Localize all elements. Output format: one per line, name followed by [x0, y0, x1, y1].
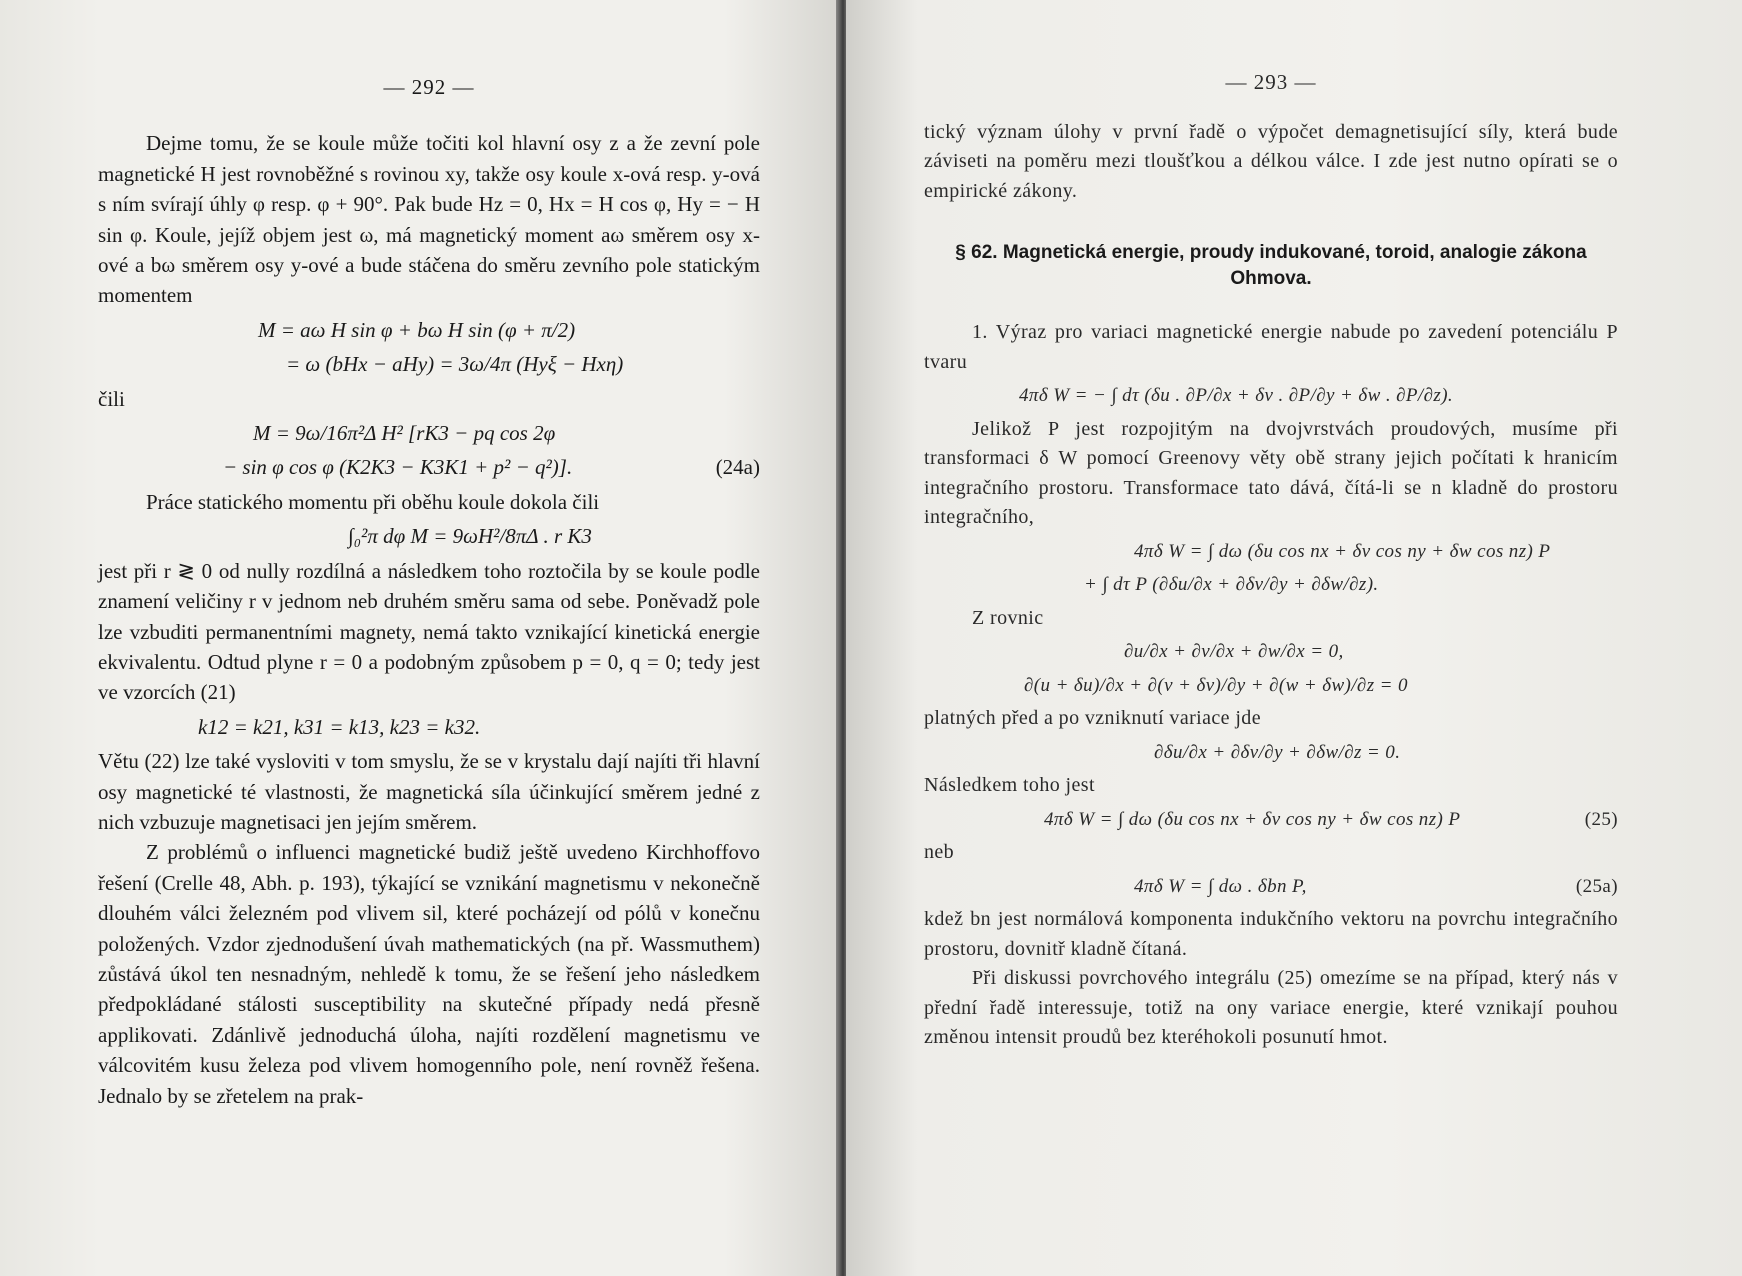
page-number: — 293 —: [1225, 70, 1317, 94]
equation-number: (25a): [1575, 875, 1618, 897]
equation: = ω (bHx − aHy) = 3ω/4π (Hyξ − Hxη): [286, 352, 624, 377]
paragraph: Dejme tomu, že se koule může točiti kol hlavní osy z a že zevní pole magnetické H jest rovnoběžné s rovinou xy, takže osy koule x-ová resp. y-ová s ním svírají úhly φ resp. φ + 90°. Pak bude Hz = 0, Hx = H cos φ, Hy = − H sin φ. Koule, jejíž objem jest ω, má magnetický moment aω směrem osy x-ové a bω směrem osy y-ové a bude stáčena do směru zevního pole statickým momentem: [98, 131, 760, 308]
equation: [924, 805, 1618, 835]
paragraph: jest při r ≷ 0 od nully rozdílná a následkem toho roztočila by se koule podle znamení veličiny r v jednom neb druhém směru sama od sebe. Poněvadž pole lze vzbuditi permanentními magnety, nemá takto vznikající kinetická energie ekvivalentu. Odtud plyne r = 0 a podobným způsobem p = 0, q = 0; tedy jest ve vzorcích (21): [98, 558, 760, 705]
equation-number: (25): [1584, 808, 1618, 830]
right-page-text: [924, 68, 1618, 1053]
page-number: — 292 —: [383, 75, 475, 99]
section-heading: § 62. Magnetická energie, proudy indukované, toroid, analogie zákona Ohmova.: [955, 242, 1587, 289]
equation-body: 4πδ W = ∫ dω . δbn P,: [1134, 875, 1307, 897]
equation-number: (24a): [715, 455, 760, 480]
paragraph: Při diskussi povrchového integrálu (25) omezíme se na případ, který nás v přední řadě interessuje, totiž na ony variace energie, které vznikají pouhou změnou intensit proudů bez kteréhokoli posunutí hmot.: [924, 967, 1618, 1048]
equation-body: 4πδ W = ∫ dω (δu cos nx + δv cos ny + δw cos nz) P: [1044, 808, 1461, 830]
equation: + ∫ dτ P (∂δu/∂x + ∂δv/∂y + ∂δw/∂z).: [1084, 574, 1379, 595]
left-page: [0, 0, 842, 1276]
equation: [98, 452, 760, 482]
equation: 4πδ W = − ∫ dτ (δu . ∂P/∂x + δv . ∂P/∂y + δw . ∂P/∂z).: [1019, 385, 1454, 406]
right-page: [846, 0, 1742, 1276]
paragraph: tický význam úlohy v první řadě o výpočet demagnetisující síly, která bude záviseti na poměru mezi tloušťkou a délkou válce. I zde jest nutno opírati se o empirické zákony.: [924, 120, 1618, 202]
equation-body: − sin φ cos φ (K2K3 − K3K1 + p² − q²)].: [223, 455, 573, 480]
equation: ∫₀²π dφ M = 9ωH²/8πΔ . r K3: [348, 524, 592, 549]
paragraph: 1. Výraz pro variaci magnetické energie nabude po zavedení potenciálu P tvaru: [924, 321, 1618, 373]
paragraph: neb: [924, 841, 955, 863]
paragraph: Práce statického momentu při oběhu koule dokola čili: [146, 489, 600, 514]
equation: ∂u/∂x + ∂v/∂x + ∂w/∂x = 0,: [1124, 641, 1344, 662]
paragraph: Jelikož P jest rozpojitým na dvojvrstvách proudových, musíme při transformaci δ W pomocí Greenovy věty obě strany jejich počítati k hranicím integračního prostoru. Transformace tato dává, čítá-li se n kladně do prostoru integračního,: [924, 417, 1618, 528]
text-label: čili: [98, 386, 125, 411]
equation: 4πδ W = ∫ dω (δu cos nx + δv cos ny + δw cos nz) P: [1134, 540, 1551, 562]
left-page-text: [98, 72, 760, 1111]
paragraph: platných před a po vzniknutí variace jde: [924, 707, 1261, 729]
equation: M = aω H sin φ + bω H sin (φ + π/2): [258, 317, 576, 342]
paragraph: Větu (22) lze také vysloviti v tom smyslu, že se v krystalu dají najíti tři hlavní osy magnetické té vlastnosti, že magnetická síla účinkující směrem jedné z nich vzbuzuje magnetisaci jen jejím směrem.: [98, 749, 760, 834]
paragraph: kdež bn jest normálová komponenta indukčního vektoru na povrchu integračního prostoru, dovnitř kladně čítaná.: [924, 908, 1618, 960]
equation: [924, 872, 1618, 902]
paragraph: Z rovnic: [972, 606, 1044, 629]
equation: ∂(u + δu)/∂x + ∂(v + δv)/∂y + ∂(w + δw)/∂z = 0: [1024, 674, 1408, 696]
equation: k12 = k21, k31 = k13, k23 = k32.: [198, 714, 481, 739]
paragraph: Z problémů o influenci magnetické budiž ještě uvedeno Kirchhoffovo řešení (Crelle 48, Abh. p. 193), týkající se vznikání magnetismu v nekonečně dlouhém válci železném pod vlivem sil, které pocházejí od pólů v konečnu položených. Vzdor zjednodušení úvah mathematických (na př. Wassmuthem) zůstává úkol ten nesnadným, nehledě k tomu, že se řešení jeho následkem předpokládané stálosti susceptibility na skutečné případy nedá přesně applikovati. Zdánlivě jednoduchá úloha, najíti rozdělení magnetismu ve válcovitém kusu železa pod vlivem homogenního pole, není rovněž řešena. Jednalo by se zřetelem na prak-: [98, 840, 760, 1108]
equation: M = 9ω/16π²Δ H² [rK3 − pq cos 2φ: [253, 421, 556, 446]
equation: ∂δu/∂x + ∂δv/∂y + ∂δw/∂z = 0.: [1154, 741, 1401, 763]
paragraph: Následkem toho jest: [924, 774, 1095, 796]
